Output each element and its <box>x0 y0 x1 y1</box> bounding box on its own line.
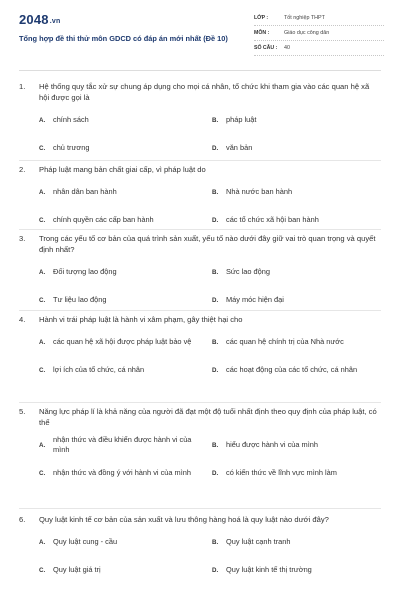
option-text: chủ trương <box>53 143 90 152</box>
option-text: nhận thức và điều khiển được hành vi của mình <box>53 435 192 454</box>
option-text: các quan hệ xã hội được pháp luật bảo vệ <box>53 337 192 346</box>
option-text: nhận thức và đồng ý với hành vi của mình <box>53 468 191 477</box>
option-key: B. <box>212 268 219 276</box>
answer-option-c[interactable] <box>39 137 212 159</box>
question-text: Năng lực pháp lí là khả năng của người đã đạt một độ tuổi nhất định theo quy định của pháp luật, có thể <box>39 407 377 427</box>
option-key: C. <box>39 216 46 224</box>
answer-option-d[interactable] <box>212 462 385 484</box>
meta-value: Giáo dục công dân <box>284 30 330 36</box>
option-key: D. <box>212 566 219 574</box>
option-key: D. <box>212 216 219 224</box>
logo-text: 2048 <box>19 12 49 27</box>
question-number: 5. <box>19 407 26 416</box>
option-key: B. <box>212 188 219 196</box>
option-key: C. <box>39 296 46 304</box>
document-title: Tổng hợp đề thi thử môn GDCD có đáp án mới nhất (Đề 10) <box>19 34 228 43</box>
answer-option-b[interactable] <box>212 109 385 131</box>
meta-row-grade <box>254 11 384 26</box>
page-header <box>0 0 400 64</box>
answer-option-d[interactable] <box>212 559 385 581</box>
question-number: 3. <box>19 234 26 243</box>
header-divider <box>19 70 381 71</box>
answer-option-c[interactable] <box>39 209 212 231</box>
option-text: Quy luật cạnh tranh <box>226 537 291 546</box>
answer-option-d[interactable] <box>212 209 385 231</box>
option-text: các tổ chức xã hội ban hành <box>226 215 319 224</box>
meta-row-count <box>254 41 384 56</box>
answer-option-d[interactable] <box>212 137 385 159</box>
option-text: chính sách <box>53 115 89 124</box>
answer-options <box>39 331 379 381</box>
logo-suffix: .vn <box>49 18 61 25</box>
meta-label: MÔN : <box>254 30 270 36</box>
answer-option-c[interactable] <box>39 289 212 311</box>
option-text: các quan hệ chính trị của Nhà nước <box>226 337 344 346</box>
question-divider <box>19 160 381 161</box>
question <box>19 514 379 581</box>
option-text: lợi ích của tổ chức, cá nhân <box>53 365 145 374</box>
option-text: Nhà nước ban hành <box>226 187 293 196</box>
question-divider <box>19 229 381 230</box>
option-text: có kiến thức về lĩnh vực mình làm <box>226 468 337 477</box>
option-key: D. <box>212 296 219 304</box>
option-text: Đối tượng lao động <box>53 267 117 276</box>
question-number: 2. <box>19 165 26 174</box>
option-key: C. <box>39 144 46 152</box>
answer-option-a[interactable] <box>39 434 212 456</box>
answer-options <box>39 181 379 231</box>
meta-label: LỚP : <box>254 15 269 21</box>
option-key: A. <box>39 188 46 196</box>
answer-options <box>39 109 379 159</box>
answer-option-d[interactable] <box>212 289 385 311</box>
option-text: Tư liệu lao động <box>53 295 107 304</box>
question <box>19 164 379 231</box>
meta-label: SỐ CÂU : <box>254 45 278 51</box>
option-key: B. <box>212 538 219 546</box>
option-key: A. <box>39 538 46 546</box>
option-text: hiểu được hành vi của mình <box>226 440 318 449</box>
option-key: C. <box>39 469 46 477</box>
option-key: B. <box>212 338 219 346</box>
option-key: D. <box>212 366 219 374</box>
answer-option-a[interactable] <box>39 261 212 283</box>
option-key: A. <box>39 268 46 276</box>
meta-value: 40 <box>284 45 290 51</box>
question <box>19 406 379 484</box>
option-text: nhân dân ban hành <box>53 187 117 196</box>
option-key: A. <box>39 441 46 449</box>
question-text: Hệ thống quy tắc xử sự chung áp dụng cho mọi cá nhân, tổ chức khi tham gia vào các quan hệ xã hội được gọi là <box>39 82 370 102</box>
question-divider <box>19 508 381 509</box>
option-key: C. <box>39 566 46 574</box>
meta-row-subject <box>254 26 384 41</box>
question-divider <box>19 310 381 311</box>
question-divider <box>19 402 381 403</box>
answer-option-a[interactable] <box>39 109 212 131</box>
answer-option-a[interactable] <box>39 531 212 553</box>
answer-options <box>39 531 379 581</box>
option-text: Quy luật cung - cầu <box>53 537 118 546</box>
answer-option-b[interactable] <box>212 434 385 456</box>
question-text: Quy luật kinh tế cơ bản của sản xuất và lưu thông hàng hoá là quy luật nào dưới đây? <box>39 515 329 524</box>
option-text: Máy móc hiện đại <box>226 295 284 304</box>
question-text: Pháp luật mang bản chất giai cấp, vì pháp luật do <box>39 165 206 174</box>
answer-option-b[interactable] <box>212 331 385 353</box>
question <box>19 314 379 381</box>
answer-option-d[interactable] <box>212 359 385 381</box>
meta-table <box>254 11 384 56</box>
option-key: D. <box>212 144 219 152</box>
option-text: văn bản <box>226 143 253 152</box>
question-number: 4. <box>19 315 26 324</box>
question-text: Hành vi trái pháp luật là hành vi xâm phạm, gây thiệt hại cho <box>39 315 243 324</box>
option-text: các hoạt động của các tổ chức, cá nhân <box>226 365 358 374</box>
question-number: 6. <box>19 515 26 524</box>
option-text: Quy luật giá trị <box>53 565 101 574</box>
site-logo[interactable] <box>19 12 60 27</box>
answer-options <box>39 434 379 484</box>
answer-option-b[interactable] <box>212 181 385 203</box>
answer-option-c[interactable] <box>39 359 212 381</box>
option-text: chính quyền các cấp ban hành <box>53 215 154 224</box>
answer-options <box>39 261 379 311</box>
option-key: D. <box>212 469 219 477</box>
option-key: B. <box>212 116 219 124</box>
answer-option-b[interactable] <box>212 261 385 283</box>
option-text: Sức lao động <box>226 267 270 276</box>
option-text: pháp luật <box>226 115 257 124</box>
question-number: 1. <box>19 82 26 91</box>
answer-option-c[interactable] <box>39 462 212 484</box>
question <box>19 81 379 159</box>
answer-option-c[interactable] <box>39 559 212 581</box>
option-text: Quy luật kinh tế thị trường <box>226 565 312 574</box>
answer-option-a[interactable] <box>39 181 212 203</box>
option-key: C. <box>39 366 46 374</box>
option-key: B. <box>212 441 219 449</box>
question-text: Trong các yếu tố cơ bản của quá trình sản xuất, yếu tố nào dưới đây giữ vai trò quan trọng và quyết định nhất? <box>39 234 376 254</box>
question <box>19 233 379 311</box>
answer-option-a[interactable] <box>39 331 212 353</box>
answer-option-b[interactable] <box>212 531 385 553</box>
option-key: A. <box>39 116 46 124</box>
meta-value: Tốt nghiệp THPT <box>284 15 325 21</box>
option-key: A. <box>39 338 46 346</box>
